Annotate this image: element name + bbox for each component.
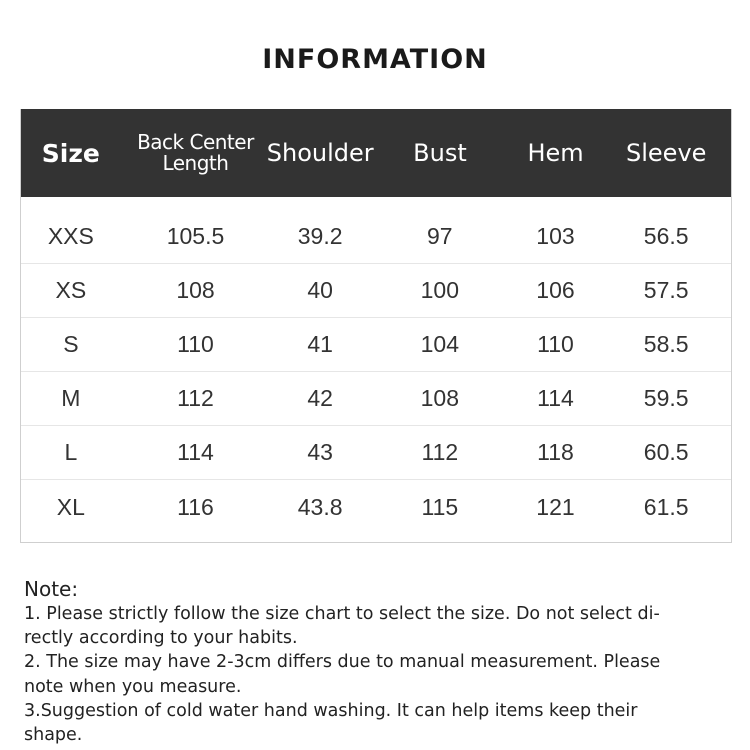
cell-bust: 104	[420, 331, 459, 357]
cell-bust: 112	[421, 439, 459, 465]
cell-bust: 100	[420, 277, 459, 303]
cell-hem: 103	[536, 223, 575, 249]
cell-size: S	[63, 331, 79, 357]
header-hem: Hem	[527, 138, 584, 167]
note-line: 1. Please strictly follow the size chart to select the size. Do not select di-	[24, 604, 660, 624]
cell-sleeve: 61.5	[643, 493, 689, 520]
cell-bust: 115	[421, 493, 459, 520]
note-line: rectly according to your habits.	[24, 628, 298, 649]
cell-hem: 121	[536, 493, 575, 520]
cell-back-center-length: 114	[177, 439, 214, 465]
table-row	[21, 480, 731, 534]
cell-hem: 114	[537, 385, 574, 411]
note-line: 2. The size may have 2-3cm differs due to manual measurement. Please	[24, 652, 661, 673]
cell-sleeve: 57.5	[643, 277, 689, 303]
notes-section	[24, 577, 734, 747]
note-line: shape.	[24, 725, 83, 746]
cell-shoulder: 43.8	[297, 493, 343, 520]
table-row	[21, 372, 731, 426]
cell-sleeve: 60.5	[643, 439, 689, 465]
cell-back-center-length: 110	[177, 331, 214, 357]
cell-shoulder: 42	[307, 385, 333, 411]
size-chart-table	[20, 109, 732, 543]
header-sleeve: Sleeve	[626, 138, 707, 167]
page-title: INFORMATION	[262, 44, 488, 75]
table-header	[21, 109, 731, 197]
note-line: 3.Suggestion of cold water hand washing. It can help items keep their	[24, 700, 638, 721]
cell-size: L	[64, 439, 78, 465]
header-back-center-length: Back Center Length	[137, 130, 254, 175]
header-bust: Bust	[413, 138, 467, 167]
cell-shoulder: 41	[307, 331, 333, 357]
table-row	[21, 318, 731, 372]
cell-sleeve: 59.5	[643, 385, 689, 411]
cell-sleeve: 56.5	[643, 223, 689, 249]
cell-bust: 97	[427, 223, 453, 249]
notes-title: Note:	[24, 577, 79, 601]
header-size: Size	[41, 138, 100, 168]
cell-bust: 108	[420, 385, 459, 411]
note-line: note when you measure.	[24, 676, 242, 697]
cell-size: M	[61, 385, 81, 411]
table-row	[21, 264, 731, 318]
header-shoulder: Shoulder	[266, 138, 374, 167]
cell-back-center-length: 116	[177, 493, 214, 520]
table-body	[21, 197, 731, 534]
cell-hem: 110	[537, 331, 574, 357]
table-row	[21, 210, 731, 264]
cell-hem: 118	[537, 439, 574, 465]
cell-size: XL	[56, 493, 85, 520]
cell-back-center-length: 105.5	[166, 223, 225, 249]
table-row	[21, 426, 731, 480]
cell-size: XS	[55, 277, 87, 303]
cell-shoulder: 39.2	[297, 223, 343, 249]
cell-shoulder: 43	[307, 439, 333, 465]
cell-sleeve: 58.5	[643, 331, 689, 357]
cell-hem: 106	[536, 277, 575, 303]
cell-back-center-length: 112	[177, 385, 214, 411]
cell-size: XXS	[47, 223, 94, 249]
cell-shoulder: 40	[307, 277, 333, 303]
cell-back-center-length: 108	[176, 277, 215, 303]
